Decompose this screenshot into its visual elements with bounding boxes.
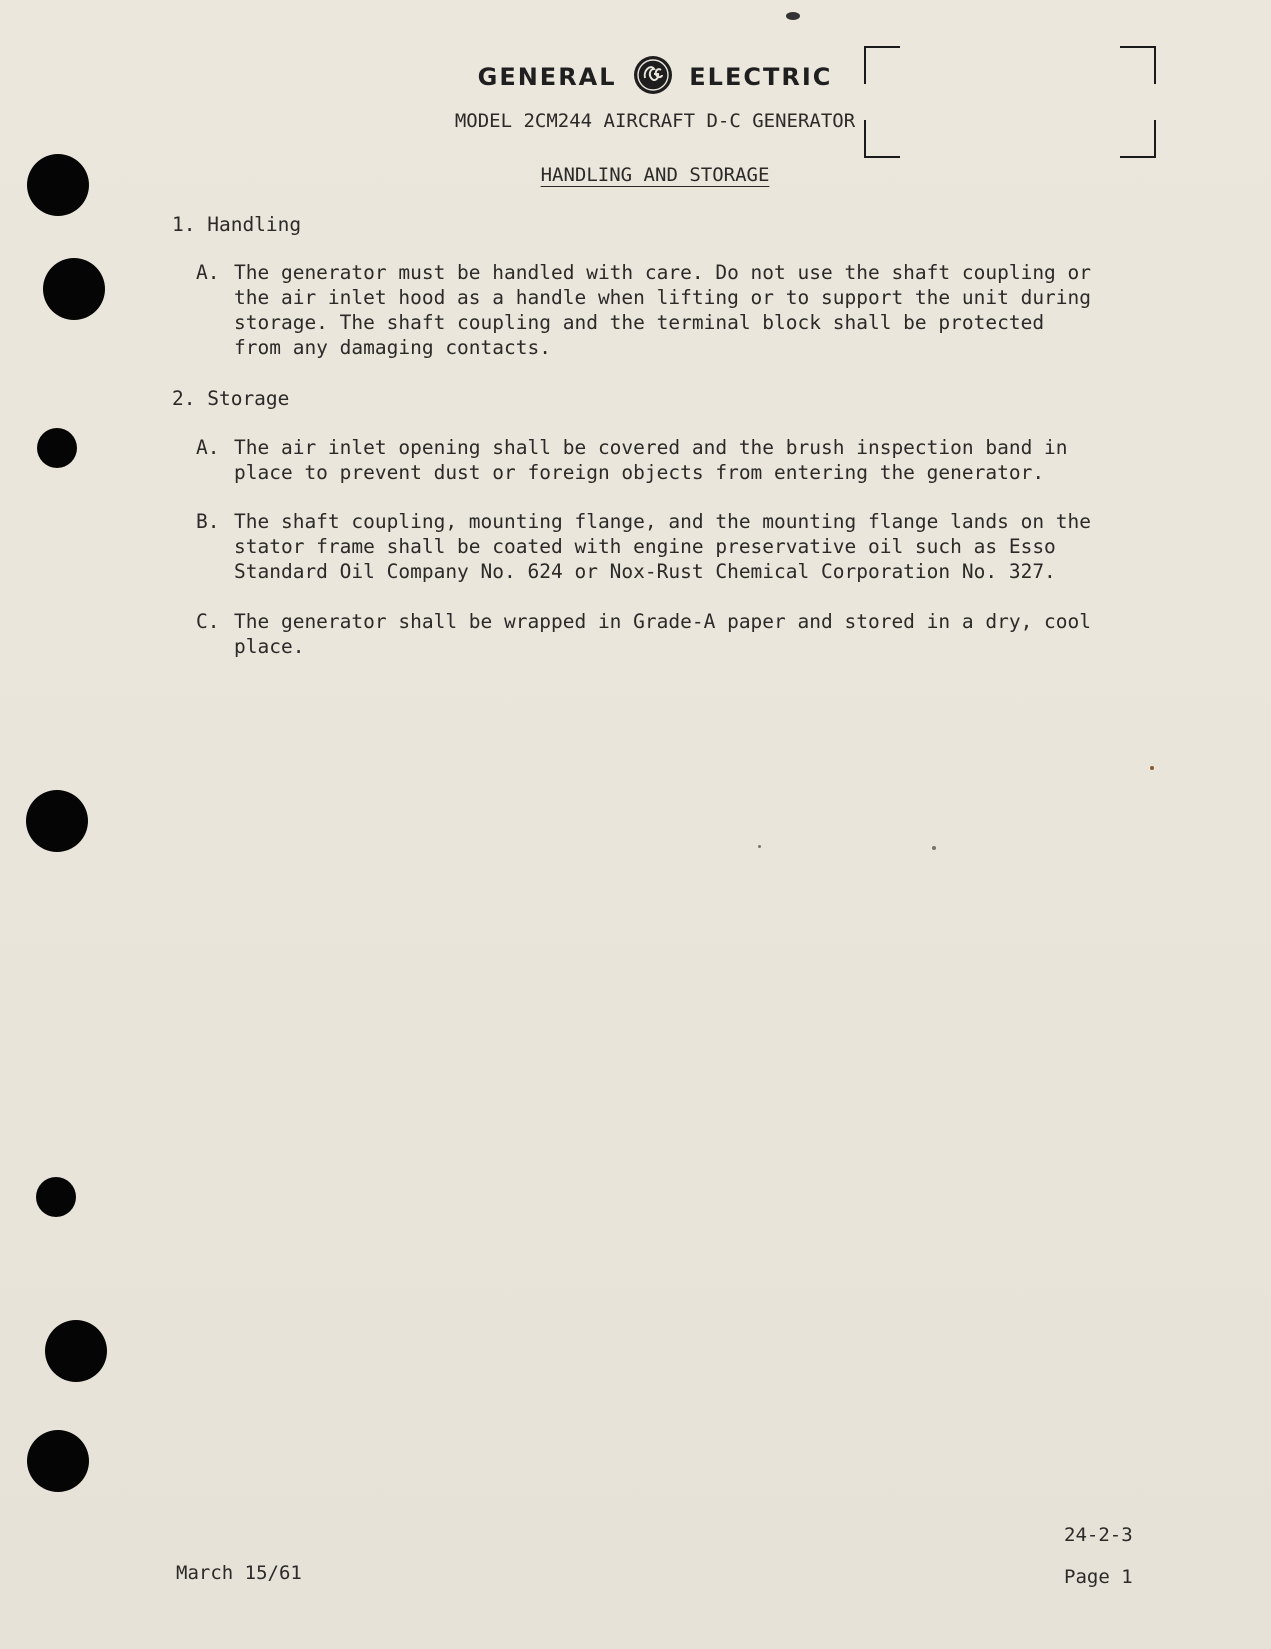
paper-speck <box>932 846 936 850</box>
item-letter: C. <box>196 610 220 633</box>
list-item <box>196 509 1176 584</box>
punch-hole <box>43 258 105 320</box>
list-item <box>196 609 1176 659</box>
paper-speck <box>1150 766 1154 770</box>
page-number: Page 1 <box>1064 1566 1133 1588</box>
brand-left-text: GENERAL <box>477 63 617 91</box>
punch-hole <box>36 1177 76 1217</box>
model-title: MODEL 2CM244 AIRCRAFT D-C GENERATOR <box>454 110 856 132</box>
section-heading-handling: 1. Handling <box>172 213 302 236</box>
ge-logo-icon <box>633 55 673 95</box>
item-letter: A. <box>196 261 220 284</box>
brand-right-text: ELECTRIC <box>689 63 833 91</box>
company-brand <box>0 58 1271 98</box>
page-title: HANDLING AND STORAGE <box>540 164 770 186</box>
paper-speck <box>786 12 800 20</box>
list-item <box>196 260 1176 360</box>
punch-hole <box>37 428 77 468</box>
list-item <box>196 435 1176 485</box>
punch-hole <box>45 1320 107 1382</box>
punch-hole <box>26 790 88 852</box>
item-letter: B. <box>196 510 220 533</box>
section-heading-storage: 2. Storage <box>172 387 290 410</box>
item-text: The air inlet opening shall be covered and the brush inspection band in place to prevent dust or foreign objects from entering the generator. <box>234 436 1068 484</box>
item-text: The generator shall be wrapped in Grade-A paper and stored in a dry, cool place. <box>234 610 1092 658</box>
item-letter: A. <box>196 436 220 459</box>
document-date: March 15/61 <box>176 1562 302 1584</box>
paper-speck <box>758 845 761 848</box>
item-text: The shaft coupling, mounting flange, and the mounting flange lands on the stator frame shall be coated with engine preservative oil such as Esso Standard Oil Company No. 624 or Nox-Rust Chemical Corporation No. 327. <box>234 510 1092 583</box>
document-code: 24-2-3 <box>1064 1524 1133 1546</box>
item-text: The generator must be handled with care. Do not use the shaft coupling or the air inlet hood as a handle when lifting or to support the unit during storage. The shaft coupling and the terminal block shall be protected from any damaging contacts. <box>234 261 1092 359</box>
punch-hole <box>27 1430 89 1492</box>
